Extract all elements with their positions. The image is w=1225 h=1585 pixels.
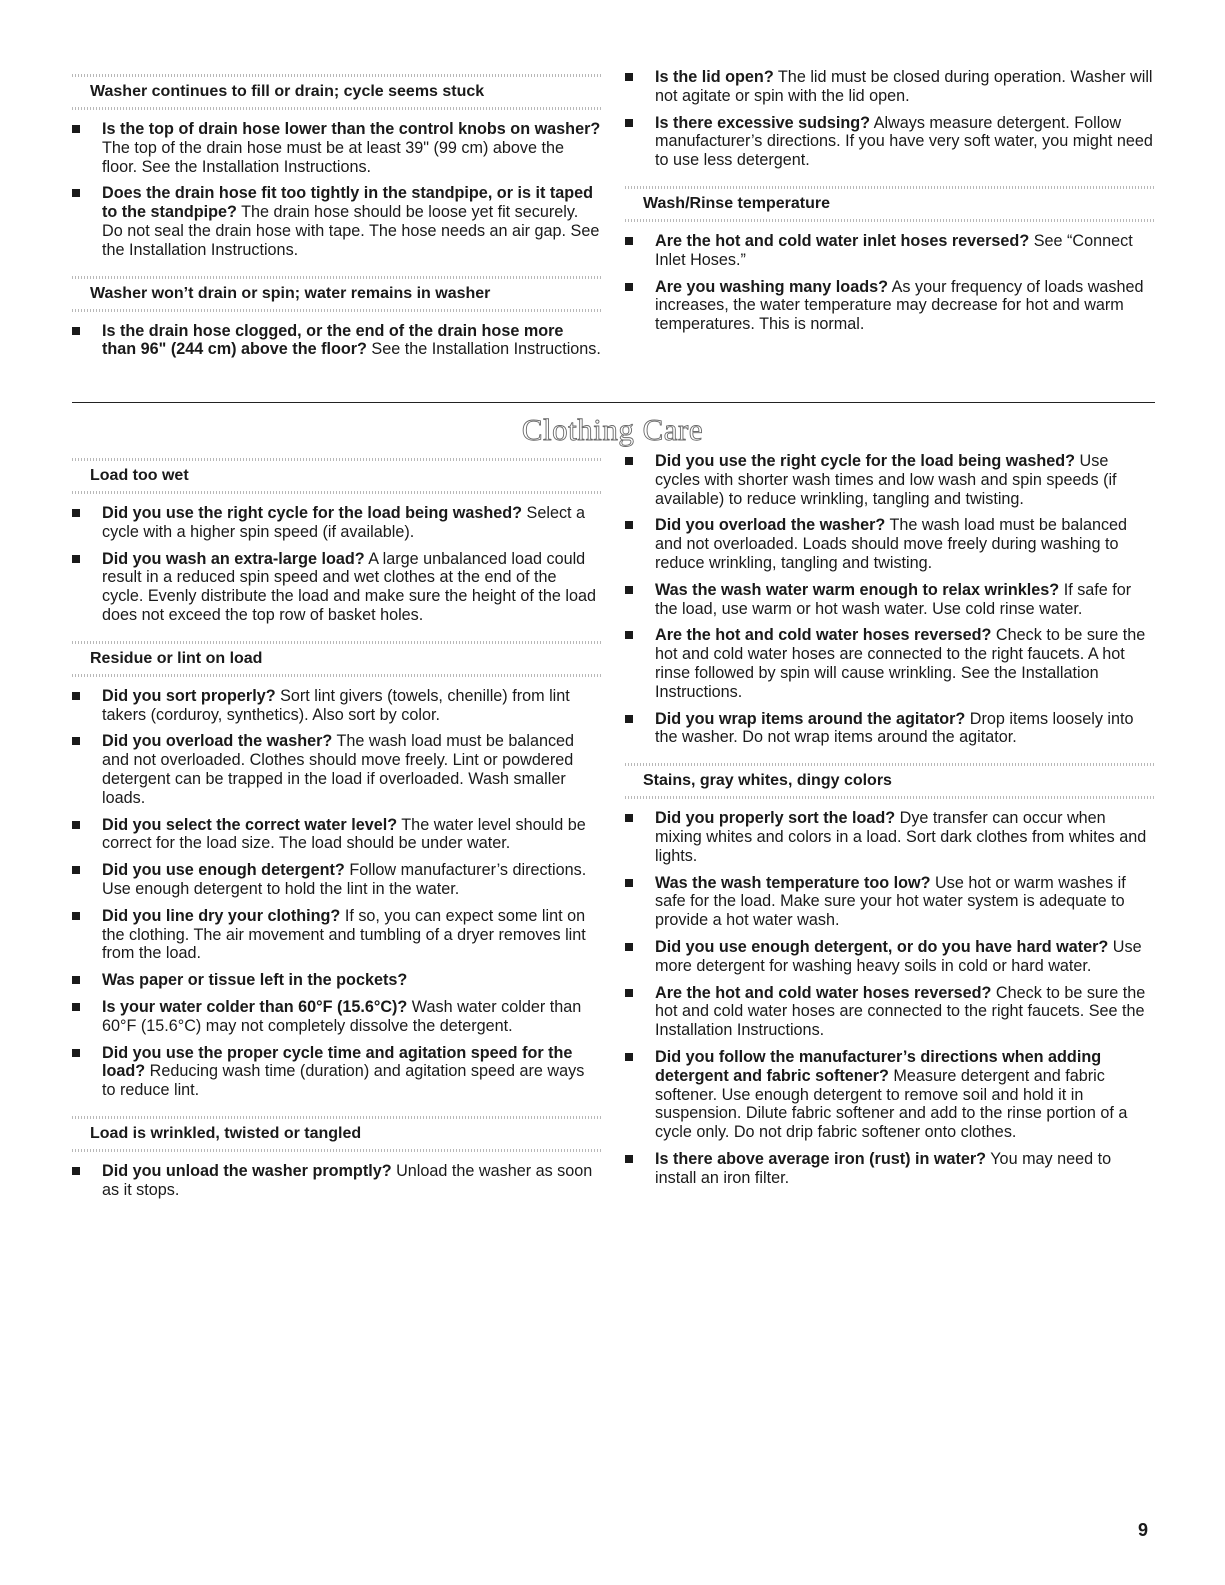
square-bullet-icon bbox=[72, 737, 80, 745]
list-item bbox=[72, 816, 602, 854]
square-bullet-icon bbox=[625, 989, 633, 997]
list-item bbox=[72, 971, 602, 990]
list-item bbox=[72, 687, 602, 725]
answer-text: Wash water colder than 60°F (15.6°C) may not completely dissolve the detergent. bbox=[102, 997, 582, 1035]
answer-text: Select a cycle with a higher spin speed (if available). bbox=[102, 504, 586, 541]
square-bullet-icon bbox=[625, 586, 633, 594]
square-bullet-icon bbox=[625, 631, 633, 639]
square-bullet-icon bbox=[625, 879, 633, 887]
section-divider bbox=[72, 402, 1155, 403]
list-item bbox=[625, 809, 1155, 865]
section-heading: Washer won’t drain or spin; water remains in washer bbox=[72, 276, 602, 312]
question-text: Are the hot and cold water inlet hoses reversed? bbox=[655, 231, 1030, 250]
answer-text: As your frequency of loads washed increases, the water temperature may decrease for hot and warm temperatures. This is normal. bbox=[655, 277, 1144, 334]
bottom-right-column bbox=[625, 452, 1155, 1204]
answer-text: Sort lint givers (towels, chenille) from lint takers (corduroy, synthetics). Also sort by color. bbox=[102, 686, 570, 724]
question-text: Did you select the correct water level? bbox=[102, 815, 398, 834]
list-item bbox=[625, 1150, 1155, 1188]
trouble-section bbox=[625, 452, 1155, 747]
trouble-section bbox=[72, 276, 602, 360]
square-bullet-icon bbox=[625, 283, 633, 291]
answer-text: A large unbalanced load could result in a reduced spin speed and wet clothes at the end of the cycle. Evenly distribute the load and make sure the height of the load does not exceed the top row of basket holes. bbox=[102, 549, 597, 624]
list-item bbox=[625, 938, 1155, 976]
square-bullet-icon bbox=[72, 509, 80, 517]
answer-text: Follow manufacturer’s directions. Use enough detergent to hold the lint in the water. bbox=[102, 861, 587, 898]
section-heading: Residue or lint on load bbox=[72, 641, 602, 677]
question-list bbox=[625, 232, 1155, 334]
question-text: Did you properly sort the load? bbox=[655, 809, 896, 828]
answer-text: If safe for the load, use warm or hot wash water. Use cold rinse water. bbox=[655, 580, 1132, 618]
question-list bbox=[72, 1162, 602, 1200]
question-list bbox=[72, 687, 602, 1100]
question-text: Is the drain hose clogged, or the end of the drain hose more than 96" (244 cm) above the floor? bbox=[102, 321, 564, 359]
list-item bbox=[625, 581, 1155, 619]
list-item bbox=[625, 452, 1155, 508]
question-text: Is your water colder than 60°F (15.6°C)? bbox=[102, 997, 408, 1016]
list-item bbox=[625, 68, 1155, 106]
square-bullet-icon bbox=[72, 976, 80, 984]
square-bullet-icon bbox=[625, 521, 633, 529]
question-text: Did you use the proper cycle time and agitation speed for the load? bbox=[102, 1043, 573, 1081]
question-text: Was the wash temperature too low? bbox=[655, 873, 931, 892]
question-list bbox=[72, 322, 602, 360]
answer-text: See “Connect Inlet Hoses.” bbox=[655, 231, 1133, 269]
section-heading: Load too wet bbox=[72, 458, 602, 494]
list-item bbox=[72, 322, 602, 360]
trouble-section bbox=[72, 1116, 602, 1200]
question-text: Did you unload the washer promptly? bbox=[102, 1161, 392, 1180]
square-bullet-icon bbox=[72, 1003, 80, 1011]
answer-text: The wash load must be balanced and not overloaded. Clothes should move freely. Lint or powdered detergent can be trapped in the load if overloaded. Wash smaller loads. bbox=[102, 732, 575, 807]
square-bullet-icon bbox=[625, 457, 633, 465]
trouble-section bbox=[72, 74, 602, 260]
trouble-section bbox=[72, 458, 602, 625]
square-bullet-icon bbox=[72, 189, 80, 197]
square-bullet-icon bbox=[72, 912, 80, 920]
trouble-section bbox=[625, 186, 1155, 334]
list-item bbox=[72, 1044, 602, 1100]
answer-text: See the Installation Instructions. bbox=[366, 340, 601, 359]
list-item bbox=[72, 184, 602, 259]
list-item bbox=[72, 550, 602, 625]
question-text: Is there excessive sudsing? bbox=[655, 113, 871, 132]
list-item bbox=[625, 874, 1155, 930]
answer-text: The top of the drain hose must be at least 39" (99 cm) above the floor. See the Installation Instructions. bbox=[102, 138, 564, 176]
question-list bbox=[72, 120, 602, 260]
answer-text: Check to be sure the hot and cold water hoses are connected to the right faucets. See the Installation Instructions. bbox=[655, 983, 1146, 1040]
question-text: Did you line dry your clothing? bbox=[102, 906, 341, 925]
question-text: Did you use the right cycle for the load being washed? bbox=[655, 452, 1076, 470]
question-list bbox=[72, 504, 602, 625]
question-text: Is the lid open? bbox=[655, 68, 774, 86]
answer-text: Use cycles with shorter wash times and low wash and spin speeds (if available) to reduce wrinkling, tangling and twisting. bbox=[655, 452, 1117, 508]
question-text: Did you use enough detergent, or do you have hard water? bbox=[655, 937, 1109, 956]
list-item bbox=[625, 1048, 1155, 1142]
square-bullet-icon bbox=[625, 943, 633, 951]
square-bullet-icon bbox=[625, 1155, 633, 1163]
list-item bbox=[72, 120, 602, 176]
answer-text: The lid must be closed during operation. Washer will not agitate or spin with the lid open. bbox=[655, 68, 1153, 105]
list-item bbox=[72, 907, 602, 963]
question-list bbox=[625, 809, 1155, 1187]
question-text: Does the drain hose fit too tightly in the standpipe, or is it taped to the standpipe? bbox=[102, 184, 594, 222]
list-item bbox=[72, 504, 602, 542]
page-number: 9 bbox=[1138, 1520, 1149, 1540]
answer-text: Check to be sure the hot and cold water hoses are connected to the right faucets. A hot rinse followed by spin will cause wrinkling. See the Installation Instructions. bbox=[655, 626, 1146, 701]
list-item bbox=[72, 1162, 602, 1200]
answer-text: Unload the washer as soon as it stops. bbox=[102, 1161, 593, 1199]
question-text: Did you sort properly? bbox=[102, 686, 276, 705]
question-text: Did you use enough detergent? bbox=[102, 861, 345, 880]
question-list bbox=[625, 68, 1155, 170]
square-bullet-icon bbox=[72, 555, 80, 563]
question-text: Did you follow the manufacturer’s directions when adding detergent and fabric softener? bbox=[655, 1047, 1102, 1085]
answer-text: Drop items loosely into the washer. Do not wrap items around the agitator. bbox=[655, 709, 1134, 747]
question-text: Did you wash an extra-large load? bbox=[102, 549, 365, 568]
section-heading: Load is wrinkled, twisted or tangled bbox=[72, 1116, 602, 1152]
answer-text: Reducing wash time (duration) and agitation speed are ways to reduce lint. bbox=[102, 1062, 585, 1100]
question-text: Did you use the right cycle for the load being washed? bbox=[102, 504, 523, 522]
list-item bbox=[72, 998, 602, 1036]
answer-text: Use hot or warm washes if safe for the load. Make sure your hot water system is adequate to provide a hot water wash. bbox=[655, 873, 1126, 930]
list-item bbox=[625, 278, 1155, 334]
question-text: Is there above average iron (rust) in water? bbox=[655, 1149, 987, 1168]
section-title: Clothing Care bbox=[521, 412, 704, 447]
list-item bbox=[625, 232, 1155, 270]
question-text: Was paper or tissue left in the pockets? bbox=[102, 971, 408, 990]
question-text: Are the hot and cold water hoses reversed? bbox=[655, 983, 992, 1002]
list-item bbox=[625, 516, 1155, 572]
answer-text: The drain hose should be loose yet fit securely. Do not seal the drain hose with tape. The hose needs an air gap. See the Installation Instructions. bbox=[102, 203, 600, 259]
answer-text: Measure detergent and fabric softener. Use enough detergent to remove soil and hold it in suspension. Dilute fabric softener and add to the rinse portion of a cycle only. Do not drip fabric softener onto clothes. bbox=[655, 1066, 1128, 1142]
question-text: Is the top of drain hose lower than the control knobs on washer? bbox=[102, 120, 601, 138]
trouble-section bbox=[72, 641, 602, 1100]
section-heading: Stains, gray whites, dingy colors bbox=[625, 763, 1155, 799]
square-bullet-icon bbox=[625, 73, 633, 81]
answer-text: Dye transfer can occur when mixing whites and colors in a load. Sort dark clothes from whites and lights. bbox=[655, 809, 1147, 865]
answer-text: You may need to install an iron filter. bbox=[655, 1149, 1112, 1187]
trouble-section bbox=[625, 763, 1155, 1187]
square-bullet-icon bbox=[72, 692, 80, 700]
question-text: Did you wrap items around the agitator? bbox=[655, 709, 966, 728]
question-list bbox=[625, 452, 1155, 747]
square-bullet-icon bbox=[625, 1053, 633, 1061]
question-text: Did you overload the washer? bbox=[655, 516, 886, 535]
section-heading: Wash/Rinse temperature bbox=[625, 186, 1155, 222]
top-right-column bbox=[625, 68, 1155, 350]
square-bullet-icon bbox=[625, 119, 633, 127]
square-bullet-icon bbox=[625, 814, 633, 822]
trouble-section bbox=[625, 68, 1155, 170]
square-bullet-icon bbox=[72, 327, 80, 335]
question-text: Are you washing many loads? bbox=[655, 277, 888, 296]
list-item bbox=[625, 114, 1155, 170]
square-bullet-icon bbox=[72, 866, 80, 874]
top-left-column bbox=[72, 74, 602, 375]
answer-text: The wash load must be balanced and not overloaded. Loads should move freely during washing to reduce wrinkling, tangling and twisting. bbox=[655, 516, 1128, 572]
square-bullet-icon bbox=[625, 237, 633, 245]
answer-text: Always measure detergent. Follow manufacturer’s directions. If you have very soft water, you might need to use less detergent. bbox=[655, 113, 1153, 170]
square-bullet-icon bbox=[72, 1167, 80, 1175]
list-item bbox=[625, 626, 1155, 701]
question-text: Are the hot and cold water hoses reversed? bbox=[655, 626, 992, 645]
answer-text: The water level should be correct for the load size. The load should be under water. bbox=[102, 815, 586, 853]
square-bullet-icon bbox=[72, 1049, 80, 1057]
section-heading: Washer continues to fill or drain; cycle seems stuck bbox=[72, 74, 602, 110]
question-text: Was the wash water warm enough to relax wrinkles? bbox=[655, 580, 1060, 599]
square-bullet-icon bbox=[72, 125, 80, 133]
bottom-left-column bbox=[72, 458, 602, 1216]
list-item bbox=[72, 732, 602, 807]
list-item bbox=[72, 861, 602, 899]
answer-text: If so, you can expect some lint on the clothing. The air movement and tumbling of a dryer removes lint from the load. bbox=[102, 906, 586, 963]
square-bullet-icon bbox=[625, 715, 633, 723]
answer-text: Use more detergent for washing heavy soils in cold or hard water. bbox=[655, 937, 1142, 975]
square-bullet-icon bbox=[72, 821, 80, 829]
list-item bbox=[625, 984, 1155, 1040]
question-text: Did you overload the washer? bbox=[102, 732, 333, 751]
list-item bbox=[625, 710, 1155, 748]
